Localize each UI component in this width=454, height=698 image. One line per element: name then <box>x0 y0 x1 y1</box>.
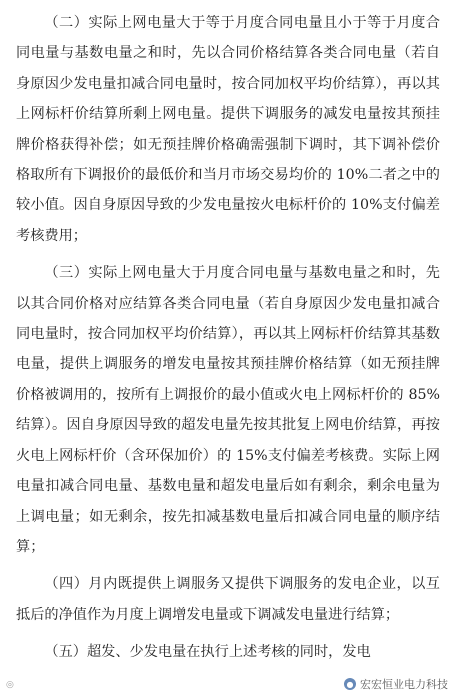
document-body <box>16 8 440 698</box>
wechat-icon: ● <box>344 678 356 690</box>
paragraph-3: （三）实际上网电量大于月度合同电量与基数电量之和时，先以其合同价格对应结算各类合同电量（若自身原因少发电量扣减合同电量时，按合同加权平均价结算），再以其上网标杆价结算其基数电量，提供上调服务的增发电量按其预挂牌价格结算（如无预挂牌价格被调用的，按所有上调报价的最小值或火电上网标杆价的 85%结算）。因自身原因导致的超发电量先按其批复上网电价结算，再按火电上网标杆价（含环保加价）的 15%支付偏差考核费。实际上网电量扣减合同电量、基数电量和超发电量后如有剩余，剩余电量为上调电量；如无剩余，按先扣减基数电量后扣减合同电量的顺序结算； <box>16 265 440 555</box>
watermark <box>344 676 448 692</box>
paragraph-2: （二）实际上网电量大于等于月度合同电量且小于等于月度合同电量与基数电量之和时，先以合同价格结算各类合同电量（若自身原因少发电量扣减合同电量时，按合同加权平均价结算），再以其上网标杆价结算所剩上网电量。提供下调服务的减发电量按其预挂牌价格获得补偿；如无预挂牌价格确需强制下调时，其下调补偿价格取所有下调报价的最低价和当月市场交易均价的 10%二者之中的较小值。因自身原因导致的少发电量按火电标杆价的 10%支付偏差考核费用； <box>16 15 440 244</box>
left-watermark: ◎ <box>6 680 14 690</box>
watermark-text: 宏宏恒业电力科技 <box>360 678 448 691</box>
paragraph-4: （四）月内既提供上调服务又提供下调服务的发电企业，以互抵后的净值作为月度上调增发电量或下调减发电量进行结算； <box>16 576 440 623</box>
paragraph-5: （五）超发、少发电量在执行上述考核的同时，发电 <box>44 644 371 661</box>
